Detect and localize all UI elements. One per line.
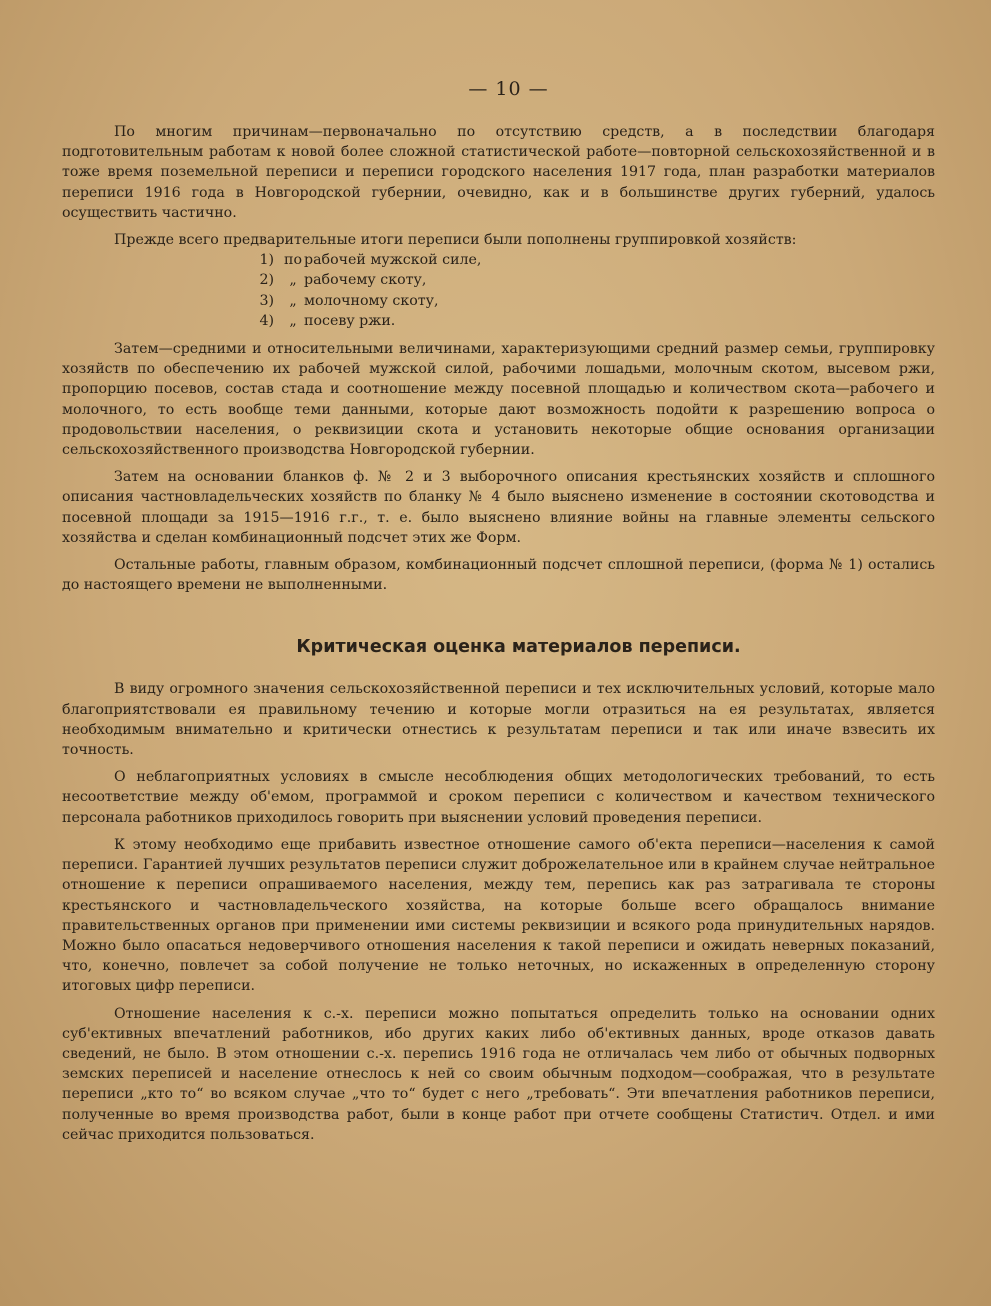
paragraph-remaining-work: Остальные работы, главным образом, комбинационный подсчет сплошной переписи, (форма № 1) остались до настоящего времени не выполненными. (62, 557, 935, 594)
list-item-text: рабочему скоту, (304, 272, 427, 289)
list-item-number: 2) (259, 272, 274, 289)
list-item (240, 291, 935, 311)
list-item-number: 1) (259, 252, 274, 269)
paragraph-averages: Затем—средними и относительными величинами, характеризующими средний размер семьи, группировку хозяйств по обеспечению их рабочей мужской силой, рабочими лошадьми, молочным скотом, высевом ржи, пропорцию посевов, состав стада и соотношение между посевной площадью и количеством скота—рабочего и молочного, то есть вообще теми данными, которые дают возможность подойти к разрешению вопроса о продовольствии населения, о реквизиции скота и установить некоторые общие основания организации сельскохозяйственного производства Новгородской губернии. (62, 341, 935, 459)
list-item-text: рабочей мужской силе, (304, 252, 482, 269)
list-item (240, 250, 935, 270)
page-number: — 10 — (468, 78, 549, 100)
paragraph-plan: По многим причинам—первоначально по отсутствию средств, а в последствии благодаря подготовительным работам к новой более сложной статистической работе—повторной сельскохозяйственной и в тоже время поземельной переписи и переписи городского населения 1917 года, план разработки материалов переписи 1916 года в Новгородской губернии, очевидно, как и в большинстве других губерний, удалось осуществить частично. (62, 124, 935, 221)
list-item (240, 270, 935, 290)
list-item (240, 311, 935, 331)
list-item-number: 3) (259, 292, 274, 309)
paragraph-subjective-impressions: Отношение населения к с.-х. переписи можно попытаться определить только на основании одних суб'ективных впечатлений работников, ибо других каких либо об'ективных данных, вроде отказов давать сведений, не было. В этом отношении с.-х. перепись 1916 года не отличалась чем либо от обычных подворных земских переписей и население отнеслось к ней со своим обычным подходом—соображая, что в результате переписи „кто то“ во всяком случае „что то“ будет с него „требовать“. Эти впечатления работников переписи, полученные во время производства работ, были в конце работ при отчете сообщены Статистич. Отдел. и ими сейчас приходится пользоваться. (62, 1005, 935, 1143)
list-item-number: 4) (259, 312, 274, 329)
list-item-text: молочному скоту, (304, 292, 439, 309)
list-item-text: посеву ржи. (304, 312, 396, 329)
grouping-list (240, 250, 935, 331)
section-heading: Критическая оценка материалов переписи. (296, 637, 741, 658)
paragraph-importance: В виду огромного значения сельскохозяйственной переписи и тех исключительных условий, которые мало благоприятствовали ея правильному течению и которые могли отразиться на ея результатах, является необходимым внимательно и критически отнестись к результатам переписи и так или иначе взвесить их точность. (62, 681, 935, 759)
list-item-mark: „ (289, 312, 297, 329)
list-item-mark: „ (289, 272, 297, 289)
paragraph-grouping-intro: Прежде всего предварительные итоги переписи были пополнены группировкой хозяйств: (114, 232, 797, 249)
paragraph-unfavorable-conditions: О неблагоприятных условиях в смысле несоблюдения общих методологических требований, то есть несоответствие между об'емом, программой и сроком переписи с количеством и качеством технического персонала работников приходилось говорить при выяснении условий проведения переписи. (62, 769, 935, 826)
paragraph-population-attitude: К этому необходимо еще прибавить известное отношение самого об'екта переписи—населения к самой переписи. Гарантией лучших результатов переписи служит доброжелательное или в крайнем случае нейтральное отношение к переписи опрашиваемого населения, между тем, перепись как раз затрагивала те стороны крестьянского и частновладельческого хозяйства, на которые больше всего обращалось внимание правительственных органов при применении ими системы реквизиции и всякого рода принудительных нарядов. Можно было опасаться недоверчивого отношения населения к такой переписи и ожидать неверных показаний, что, конечно, повлечет за собой получение не только неточных, но искаженных в определенную сторону итоговых цифр переписи. (62, 836, 935, 995)
list-item-mark: „ (289, 292, 297, 309)
list-item-mark: по (284, 252, 302, 269)
paragraph-forms-2-3: Затем на основании бланков ф. № 2 и 3 выборочного описания крестьянских хозяйств и сплошного описания частновладельческих хозяйств по бланку № 4 было выяснено изменение в состоянии скотоводства и посевной площади за 1915—1916 г.г., т. е. было выяснено влияние войны на главные элементы сельского хозяйства и сделан комбинационный подсчет этих же Форм. (62, 469, 935, 546)
